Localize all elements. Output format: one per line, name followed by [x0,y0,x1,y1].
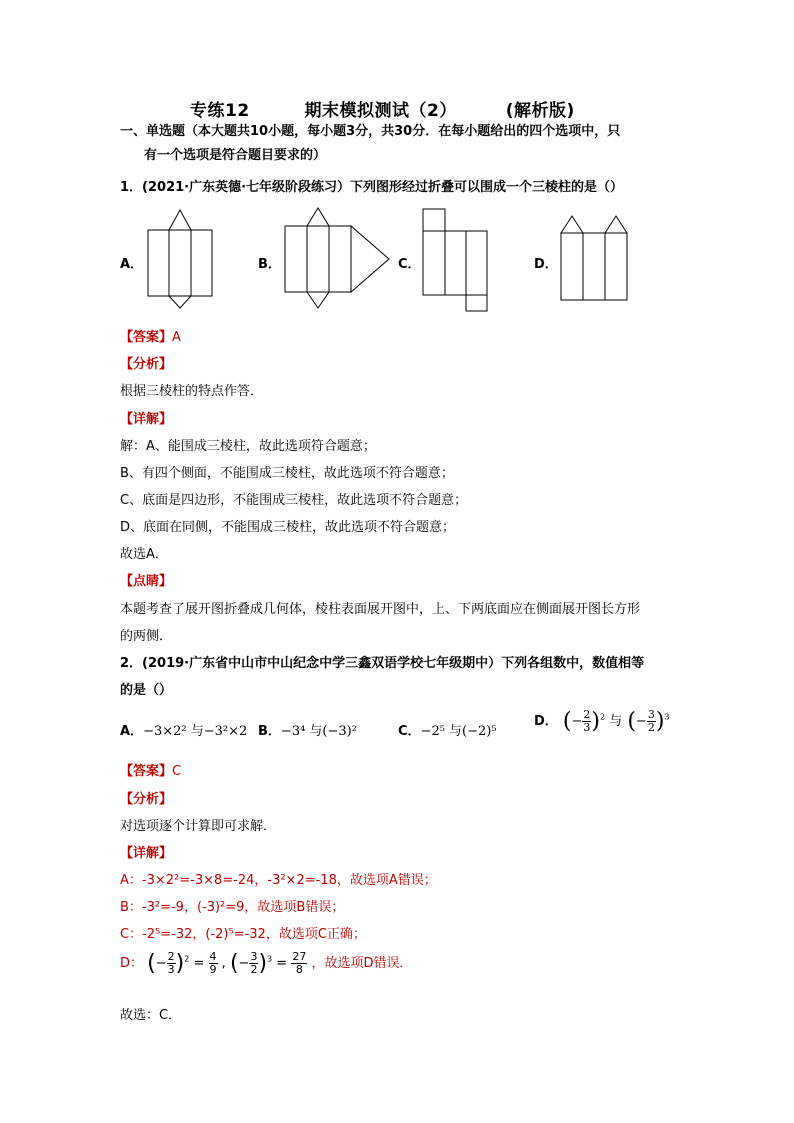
q1-option-d-label: D． [534,257,558,272]
q2-option-a-label: A． [120,724,144,739]
q1-detail-d: D、底面在同侧，不能围成三棱柱，故此选项不符合题意； [120,520,456,535]
q1-detail-a: 解：A、能围成三棱柱，故此选项符合题意； [120,439,376,454]
q2-option-a [120,720,247,739]
q2-detail-d-label: D： [120,956,144,971]
page-title [190,96,575,121]
q1-conclusion: 故选A． [120,547,168,562]
section-header-line2: 有一个选项是符合题目要求的） [144,148,327,163]
q2-option-c-text: −2⁵ 与(−2)⁵ [420,724,497,739]
title-part2: 期末模拟测试（2） [304,101,457,121]
q2-conclusion: 故选：C． [120,1008,182,1023]
title-part1: 专练12 [190,101,250,121]
q1-comment-line1: 本题考查了展开图折叠成几何体，棱柱表面展开图中，上、下两底面应在侧面展开图长方形 [120,602,641,617]
q2-option-a-text: −3×2² 与−3²×2 [143,724,248,739]
q2-analysis-tag: 【分析】 [120,792,173,807]
q2-option-d-expr1: (− $\frac{2}{3}$ )$^2$ [562,708,606,734]
q2-option-c-label: C． [398,724,421,739]
q2-option-d [534,709,670,734]
q2-option-b-label: B． [258,724,281,739]
q2-answer: C [172,764,182,779]
q1-comment-line2: 的两侧． [120,629,173,644]
q1-stem: 1．(2021·广东英德·七年级阶段练习）下列图形经过折叠可以围成一个三棱柱的是（） [120,180,624,195]
q1-detail-tag: 【详解】 [120,412,173,427]
q2-detail-d: D： (− $\frac{2}{3}$ )$^2$ = $\frac{4}{9}$ , (− $\frac{3}{2}$ )$^3$ = $\frac{27}{8}$ ，故选项D错误． [120,950,413,976]
q2-detail-a: A：-3×2²=-3×8=-24，-3²×2=-18，故选项A错误； [120,873,437,888]
q2-answer-row [120,760,181,779]
q2-option-d-join: 与 [609,714,623,729]
q1-answer-row [120,326,181,345]
section-header-line1: 一、单选题（本大题共10小题，每小题3分，共30分．在每小题给出的四个选项中，只 [120,124,621,139]
q1-option-b-label: B． [258,257,281,272]
q2-detail-c: C：-2⁵=-32，(-2)⁵=-32，故选项C正确； [120,927,366,942]
q2-detail-tag: 【详解】 [120,846,173,861]
q1-detail-c: C、底面是四边形，不能围成三棱柱，故此选项不符合题意； [120,493,468,508]
q1-answer-tag: 【答案】 [120,330,173,345]
q2-answer-tag: 【答案】 [120,764,173,779]
q1-figure-b [283,206,393,310]
q1-analysis-tag: 【分析】 [120,357,173,372]
q2-analysis: 对选项逐个计算即可求解． [120,819,277,834]
q2-stem-line2: 的是（） [120,683,173,698]
q1-figure-a [146,206,216,310]
q2-option-c [398,720,497,739]
q1-answer: A [172,330,181,345]
q1-option-a-label: A． [120,257,144,272]
q1-comment-tag: 【点睛】 [120,574,173,589]
q1-option-c-label: C． [398,257,421,272]
q1-detail-b: B、有四个侧面，不能围成三棱柱，故此选项不符合题意； [120,466,454,481]
q2-option-b-text: −3⁴ 与(−3)² [280,724,357,739]
q2-option-b [258,720,357,739]
q1-figure-d [559,213,631,303]
q2-option-d-label: D． [534,714,558,729]
q2-detail-b: B：-3²=-9，(-3)²=9，故选项B错误； [120,900,345,915]
q1-figure-c [421,207,491,313]
q2-detail-d-tail: ，故选项D错误． [311,956,413,971]
q2-option-d-expr2: (− $\frac{3}{2}$ )$^3$ [627,708,670,734]
q1-analysis: 根据三棱柱的特点作答． [120,384,264,399]
q2-stem-line1: 2．(2019·广东省中山市中山纪念中学三鑫双语学校七年级期中）下列各组数中，数值相等 [120,656,645,671]
title-part3: (解析版) [505,101,575,121]
